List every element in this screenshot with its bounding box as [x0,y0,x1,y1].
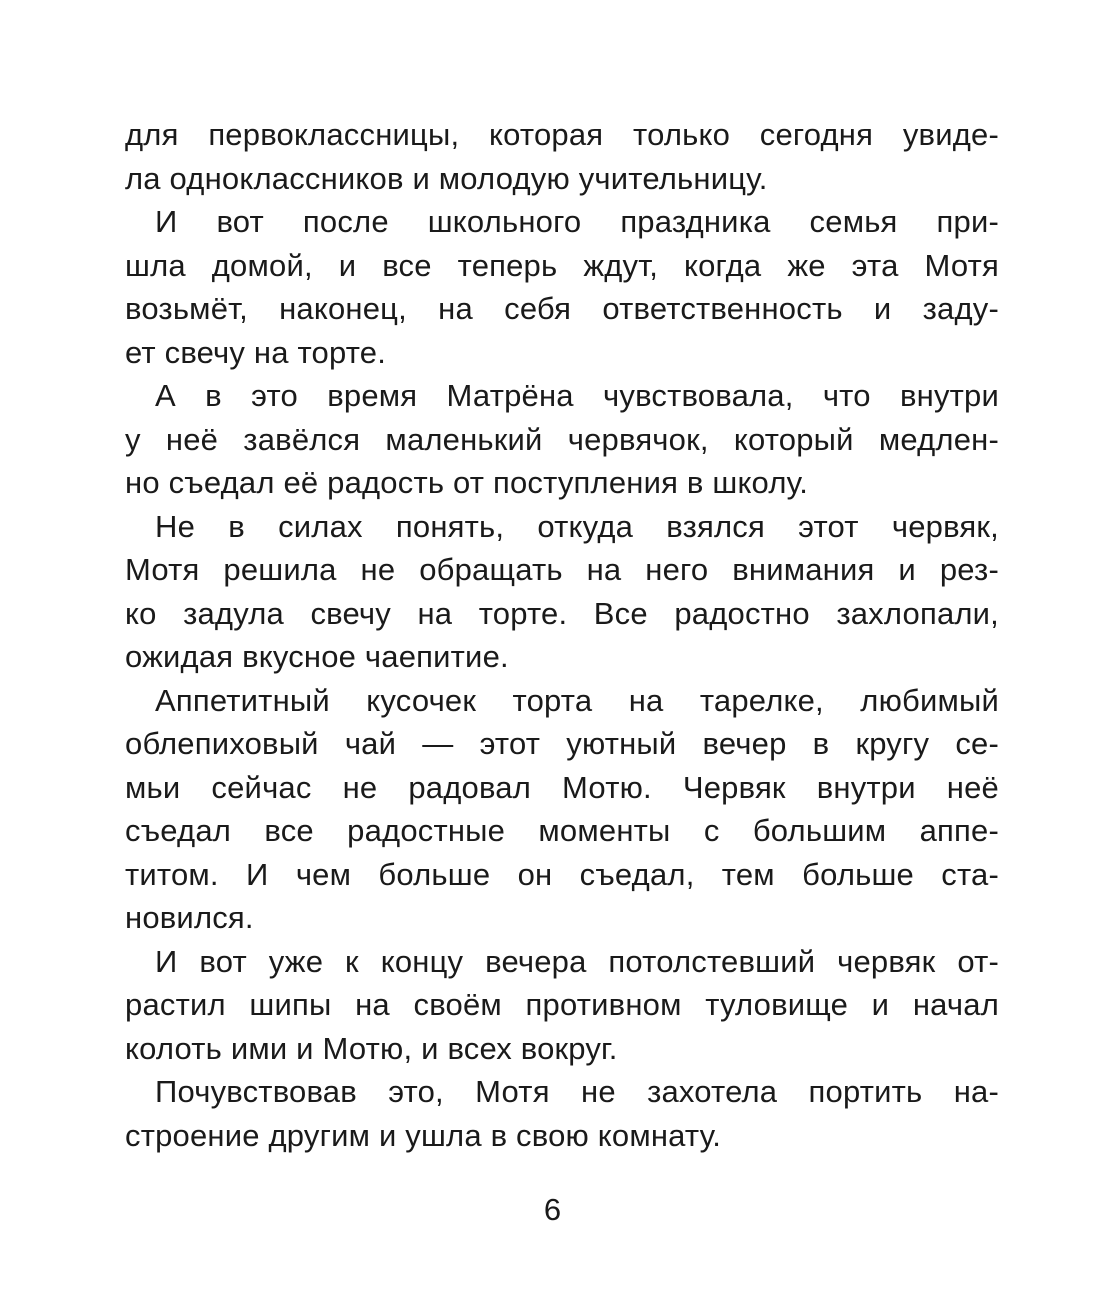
text-line: И вот уже к концу вечера потолстевший червяк от- [155,943,999,979]
text-line: но съедал её радость от поступления в школу. [125,465,809,500]
text-line: Мотя решила не обращать на него внимания и рез- [125,552,999,587]
page-number: 6 [543,1192,562,1227]
text-line: А в это время Матрёна чувствовала, что внутри [155,378,999,413]
text-line: Почувствовав это, Мотя не захотела портить на- [155,1074,999,1109]
paragraph [125,374,999,505]
text-line: съедал все радостные моменты с большим аппе- [125,813,999,848]
text-line: облепиховый чай — этот уютный вечер в кругу се- [125,726,999,761]
text-line: колоть ими и Мотю, и всех вокруг. [125,1030,618,1066]
text-line: у неё завёлся маленький червячок, который медлен- [125,421,999,457]
text-line: И вот после школьного праздника семья при- [155,204,999,239]
text-line: возьмёт, наконец, на себя ответственность и заду- [125,291,999,326]
text-line: шла домой, и все теперь ждут, когда же эта Мотя [125,247,999,283]
text-line: новился. [125,900,254,935]
paragraph [125,505,999,679]
text-line: мьи сейчас не радовал Мотю. Червяк внутри неё [125,769,999,805]
page-body [125,113,999,1193]
paragraph [125,679,999,940]
text-line: для первоклассницы, которая только сегодня увиде- [125,117,999,152]
paragraph [125,1070,999,1157]
text-line: ожидая вкусное чаепитие. [125,639,509,674]
text-line: Аппетитный кусочек торта на тарелке, любимый [155,682,999,718]
text-line: ко задула свечу на торте. Все радостно захлопали, [125,595,999,631]
paragraph [125,200,999,374]
text-line: титом. И чем больше он съедал, тем больше ста- [125,856,999,892]
text-line: растил шипы на своём противном туловище и начал [125,987,999,1022]
text-line: ет свечу на торте. [125,334,387,370]
paragraph [125,113,999,200]
paragraph [125,940,999,1071]
text-line: ла одноклассников и молодую учительницу. [125,160,768,196]
text-line: строение другим и ушла в свою комнату. [125,1117,722,1153]
text-line: Не в силах понять, откуда взялся этот червяк, [155,508,999,544]
